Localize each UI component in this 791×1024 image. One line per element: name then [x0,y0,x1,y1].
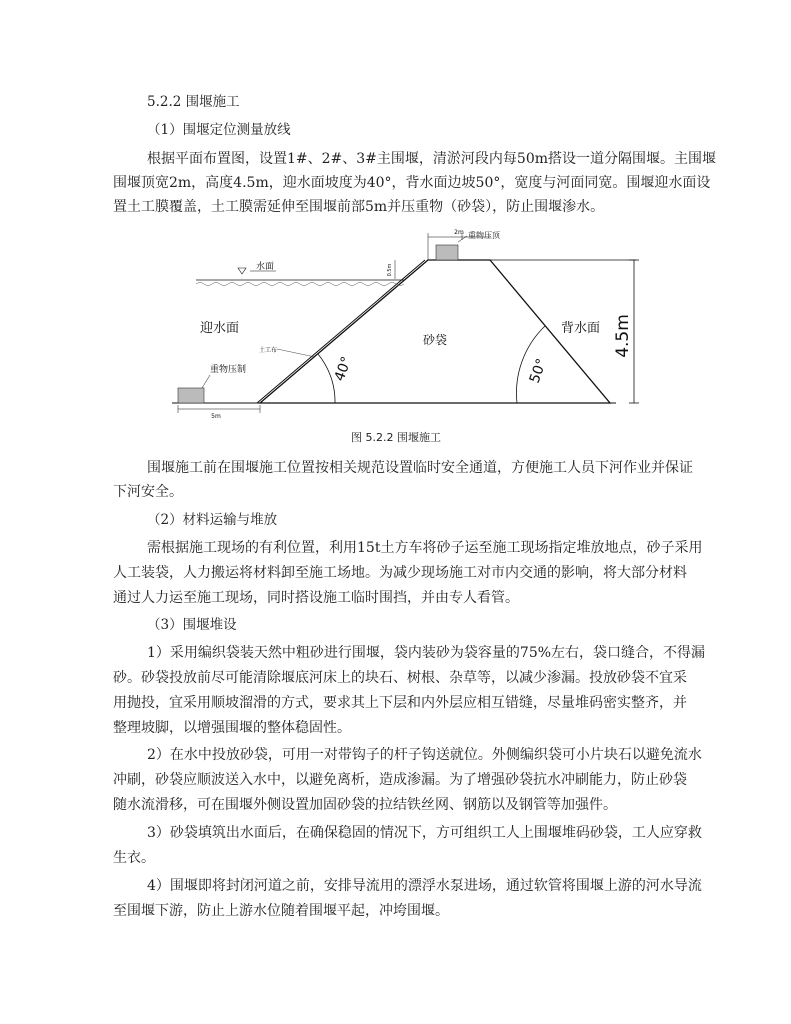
paragraph-line: 围堰顶宽2m，高度4.5m，迎水面坡度为40°，背水面边坡50°，宽度与河面同宽。围堰迎水面设 [113,175,711,191]
water-waves [196,283,404,286]
paragraph-line: 根据平面布置图，设置1#、2#、3#主围堰，清淤河段内每50m搭设一道分隔围堰。主围堰 [147,151,717,167]
section-title: 5.2.2 围堰施工 [147,94,240,110]
paragraph-line: 1）采用编织袋装天然中粗砂进行围堰，袋内装砂为袋容量的75%左右，袋口缝合，不得漏 [147,645,706,661]
geomembrane-label: 土工布 [259,347,278,354]
paragraph-line: 通过人力运至施工现场，同时搭设施工临时围挡，并由专人看管。 [113,590,519,606]
paragraph-line: 砂。砂袋投放前尽可能清除堰底河床上的块石、树根、杂草等，以减少渗漏。投放砂袋不宜采 [113,670,687,686]
paragraph-line: 随水流滑移，可在围堰外侧设置加固砂袋的拉结铁丝网、钢筋以及钢管等加强件。 [113,797,617,813]
paragraph-line: 置土工膜覆盖，土工膜需延伸至围堰前部5m并压重物（砂袋），防止围堰渗水。 [113,199,605,215]
height-label: 4.5m [613,314,633,358]
angle-downstream-label: 50° [526,356,551,386]
sandbag-label: 砂袋 [423,333,448,347]
paragraph-line: 下河安全。 [113,484,183,500]
paragraph-line: 冲刷，砂袋应顺波送入水中，以避免离析，造成渗漏。为了增强砂袋抗水冲刷能力，防止砂袋 [113,772,687,788]
subsection-title-1: （1）围堰定位测量放线 [147,122,291,138]
cofferdam-diagram [140,222,660,422]
paragraph-line: 用抛投，宜采用顺坡溜滑的方式，要求其上下层和内外层应相互错缝，尽量堆码密实整齐，并 [113,695,687,711]
paragraph-line: 2）在水中投放砂袋，可用一对带钩子的杆子钩送就位。外侧编织袋可小片块石以避免流水 [147,747,702,763]
water-surface-label: 水面 [256,262,275,272]
freeboard-label: 0.5m [387,263,393,277]
paragraph-line: 生衣。 [113,850,155,866]
paragraph-line: 围堰施工前在围堰施工位置按相关规范设置临时安全通道，方便施工人员下河作业并保证 [147,460,693,476]
paragraph-line: 4）围堰即将封闭河道之前，安排导流用的漂浮水泵进场，通过软管将围堰上游的河水导流 [147,878,702,894]
figure-caption: 图 5.2.2 围堰施工 [351,431,441,444]
subsection-title-3: （3）围堰堆设 [147,617,237,633]
top-width-label: 2m [454,229,464,236]
paragraph-line: 需根据施工现场的有利位置，利用15t土方车将砂子运至施工现场指定堆放地点，砂子采用 [147,540,703,556]
dam-body [260,260,610,403]
top-weight-label: 重物压顶 [468,231,500,240]
top-weight-box [436,245,458,260]
bottom-weight-box [178,388,204,403]
subsection-title-2: （2）材料运输与堆放 [147,512,278,528]
paragraph-line: 3）砂袋填筑出水面后，在确保稳固的情况下，方可组织工人上围堰堆码砂袋，工人应穿救 [147,825,702,841]
paragraph-line: 整理坡脚，以增强围堰的整体稳固性。 [113,720,351,736]
bottom-length-label: 5m [211,413,221,420]
paragraph-line: 至围堰下游，防止上游水位随着围堰平起，冲垮围堰。 [113,903,449,919]
paragraph-line: 人工装袋，人力搬运将材料卸至施工场地。为减少现场施工对市内交通的影响，将大部分材料 [113,565,687,581]
bottom-weight-label: 重物压制 [210,365,247,375]
angle-upstream-label: 40° [331,354,356,384]
upstream-face-label: 迎水面 [200,321,240,336]
downstream-face-label: 背水面 [561,321,601,336]
